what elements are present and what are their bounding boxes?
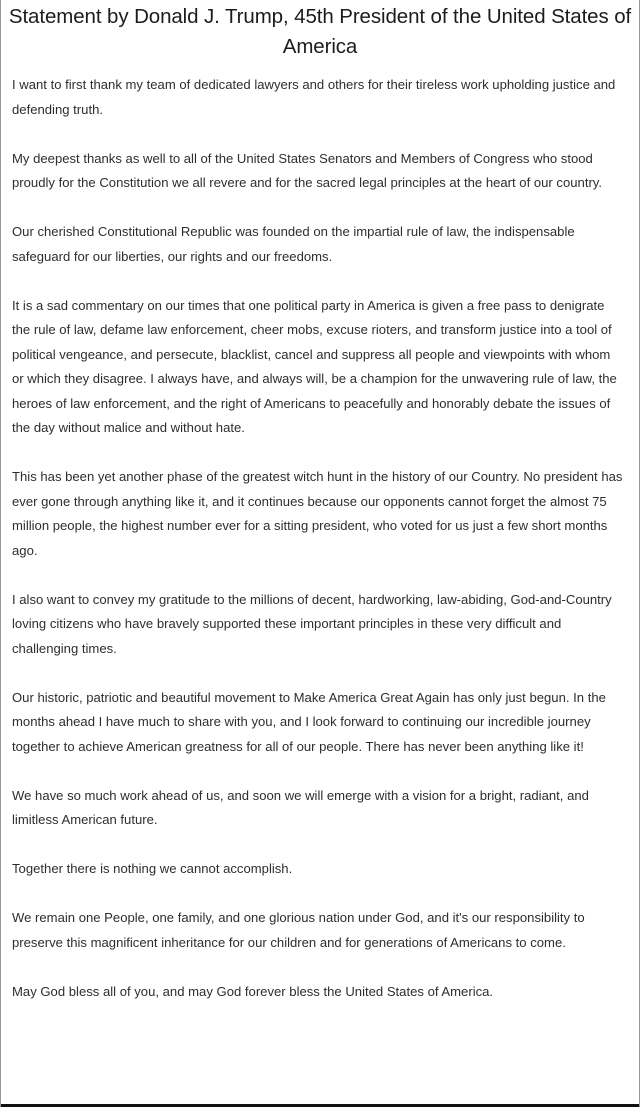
paragraph-thanks-lawyers: I want to first thank my team of dedicated lawyers and others for their tireless work upholding justice and defending truth. <box>12 77 616 117</box>
paragraph-work-ahead: We have so much work ahead of us, and soon we will emerge with a vision for a bright, radiant, and limitless American future. <box>12 787 589 827</box>
paragraph-gratitude: I also want to convey my gratitude to the millions of decent, hardworking, law-abiding, God-and-Country loving citizens who have bravely supported these important principles in these very difficult and challenging times. <box>12 591 612 656</box>
paragraph-witch-hunt: This has been yet another phase of the greatest witch hunt in the history of our Country. No president has ever gone through anything like it, and it continues because our opponents cannot forget the almost 75 million people, the highest number ever for a sitting president, who voted for us just a few short months ago. <box>12 469 623 558</box>
paragraph-constitutional-republic: Our cherished Constitutional Republic was founded on the impartial rule of law, the indispensable safeguard for our liberties, our rights and our freedoms. <box>12 224 575 264</box>
paragraph-sad-commentary: It is a sad commentary on our times that one political party in America is given a free pass to denigrate the rule of law, defame law enforcement, cheer mobs, excuse rioters, and transform justice into a tool of political vengeance, and persecute, blacklist, cancel and suppress all people and viewpoints with whom or which they disagree. I always have, and always will, be a champion for the unwavering rule of law, the heroes of law enforcement, and the right of Americans to peacefully and honorably debate the issues of the day without malice and without hate. <box>12 297 617 435</box>
paragraph-movement: Our historic, patriotic and beautiful movement to Make America Great Again has only just begun. In the months ahead I have much to share with you, and I look forward to continuing our incredible journey together to achieve American greatness for all of our people. There has never been anything like it! <box>12 689 606 754</box>
paragraph-thanks-congress: My deepest thanks as well to all of the United States Senators and Members of Congress who stood proudly for the Constitution we all revere and for the sacred legal principles at the heart of our country. <box>12 150 603 190</box>
paragraph-one-people: We remain one People, one family, and one glorious nation under God, and it's our responsibility to preserve this magnificent inheritance for our children and for generations of Americans to come. <box>12 910 585 950</box>
statement-title: Statement by Donald J. Trump, 45th President of the United States of America <box>8 5 632 58</box>
paragraph-together: Together there is nothing we cannot accomplish. <box>12 861 293 876</box>
statement-body <box>12 73 625 1004</box>
paragraph-closing-blessing: May God bless all of you, and may God forever bless the United States of America. <box>12 983 494 999</box>
